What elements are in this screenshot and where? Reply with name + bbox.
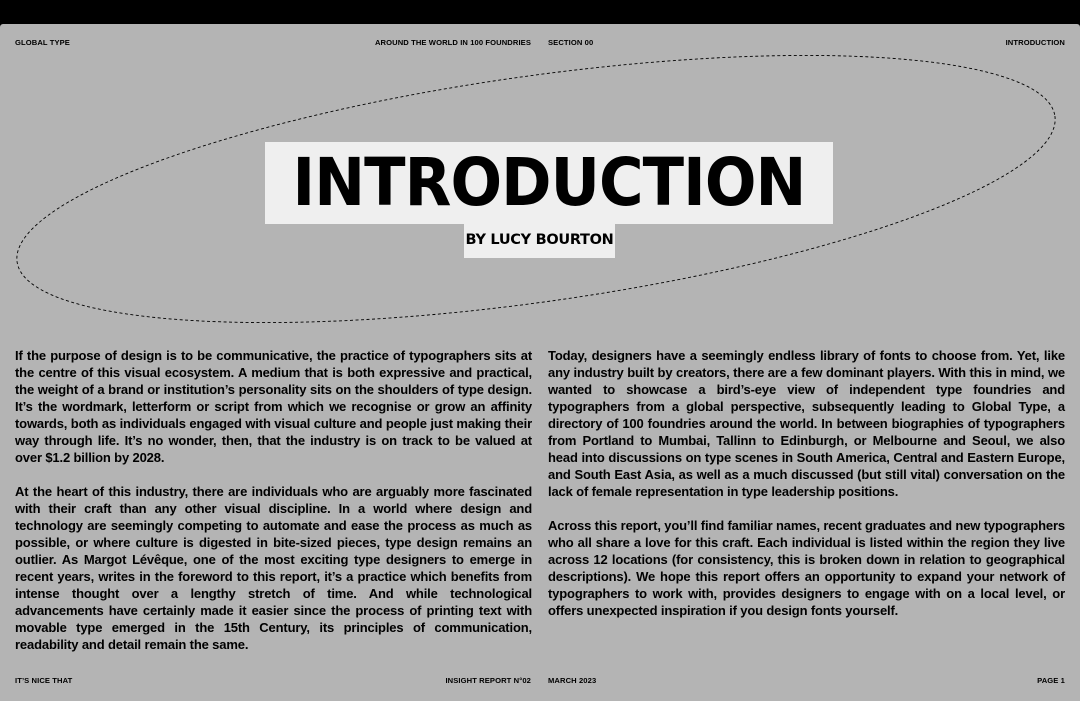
footer-page-number: PAGE 1 <box>1037 676 1065 685</box>
header-section-name: INTRODUCTION <box>1005 38 1065 47</box>
footer-report-number: INSIGHT REPORT N°02 <box>445 676 531 685</box>
report-page <box>0 24 1080 701</box>
body-column-right <box>548 347 1065 636</box>
paragraph: Across this report, you’ll find familiar names, recent graduates and new typographers who all share a love for this craft. Each individual is listed within the region they live across 12 locations (for consistency, this is broken down in relation to geographical descriptions). We hope this report offers an opportunity to expand your network of typographers to work with, provides designers to engage with on a local level, or offers unexpected inspiration if you design fonts yourself. <box>548 518 1065 618</box>
footer-date: MARCH 2023 <box>548 676 597 685</box>
body-column-left <box>15 347 532 670</box>
header-report-title: AROUND THE WORLD IN 100 FOUNDRIES <box>374 38 531 47</box>
header-publication: GLOBAL TYPE <box>15 38 70 47</box>
paragraph: Today, designers have a seemingly endless library of fonts to choose from. Yet, like any industry built by creators, there are a few dominant players. With this in mind, we wanted to showcase a bird’s-eye view of independent type foundries and typographers from a global perspective, subsequently leading to Global Type, a directory of 100 foundries around the world. In between biographies of typographers from Portland to Mumbai, Tallinn to Edinburgh, or Melbourne and Seoul, we also head into discussions on type scenes in South America, Central and Eastern Europe, and South East Asia, as well as a much discussed (but still vital) conversation on the lack of female representation in type leadership positions. <box>548 348 1065 499</box>
paragraph: If the purpose of design is to be communicative, the practice of typographers sits at the centre of this visual ecosystem. A medium that is both expressive and practical, the weight of a brand or institution’s personality sits on the shoulders of type design. It’s the wordmark, letterform or script from which we recognise or grow an affinity towards, both as individuals engaged with visual culture and people just making their way through life. It’s no wonder, then, that the industry is on track to be valued at over $1.2 billion by 2028. <box>15 348 532 465</box>
footer-publisher: IT’S NICE THAT <box>15 676 73 685</box>
byline: BY LUCY BOURTON <box>465 232 614 248</box>
paragraph: At the heart of this industry, there are individuals who are arguably more fascinated with their craft than any other visual discipline. In a world where design and technology are seemingly competing to automate and ease the process as much as possible, or where culture is digested in bite-sized pieces, type design remains an outlier. As Margot Lévêque, one of the most exciting type designers to emerge in recent years, writes in the foreword to this report, it’s a practice which benefits from intense thought over a lengthy stretch of time. And while technological advancements have certainly made it easier since the process of printing text with movable type emerged in the 15th Century, its principles of communication, readability and detail remain the same. <box>15 484 532 652</box>
header-section: SECTION 00 <box>548 38 594 47</box>
page-title: INTRODUCTION <box>292 144 806 221</box>
